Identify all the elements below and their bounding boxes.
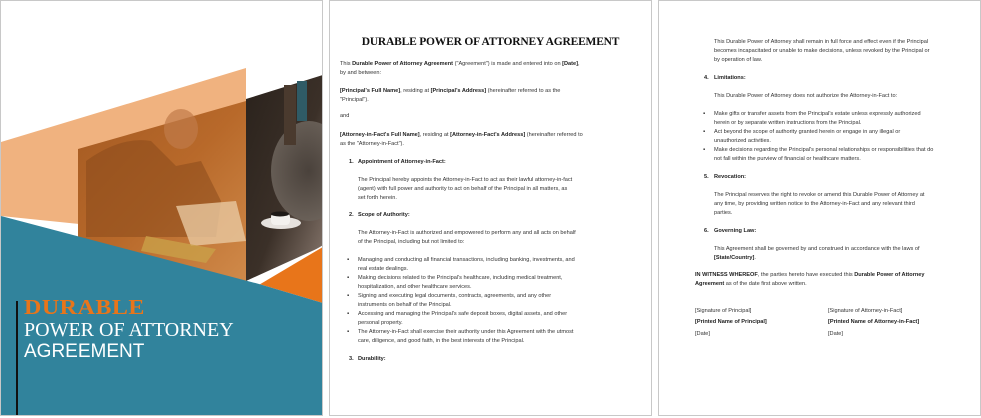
section-6-number: 6. <box>704 228 709 234</box>
bullet-item: ▪ Make decisions regarding the Principal's personal relationships or responsibilities that do not fall within the purview of financial or healthcare matters. <box>714 146 976 164</box>
section-5-body: The Principal reserves the right to revoke or amend this Durable Power of Attorney at any time, by providing written notice to the Attorney-in-Fact and any relevant third parties. <box>714 192 925 216</box>
document-page-2 <box>329 0 652 416</box>
section-2-body: The Attorney-in-Fact is authorized and empowered to perform any and all acts on behalf of the Principal, including but not limited to: <box>358 230 576 245</box>
attorney-paragraph: [Attorney-in-Fact's Full Name], residing at [Attorney-in-Fact's Address] (hereinafter referred to as the "Attorney-in-Fact"). <box>340 132 583 147</box>
section-4-number: 4. <box>704 75 709 81</box>
section-4-title: Limitations: <box>714 75 746 81</box>
bullet-item: ▪ The Attorney-in-Fact shall exercise their authority under this Agreement with the utmost care, diligence, and good faith, in the best interests of the Principal. <box>358 328 640 346</box>
section-1-title: Appointment of Attorney-in-Fact: <box>358 159 446 165</box>
section-5-title: Revocation: <box>714 174 747 180</box>
document-title: DURABLE POWER OF ATTORNEY AGREEMENT <box>361 36 620 48</box>
cover-title-power-of-attorney: POWER OF ATTORNEY <box>24 319 234 341</box>
durability-body: This Durable Power of Attorney shall remain in full force and effect even if the Principal becomes incapacitated or unable to make decisions, unless revoked by the Principal or by operation of law. <box>714 39 930 63</box>
title-accent-bar <box>16 301 18 416</box>
cover-title <box>24 297 234 361</box>
signature-attorney: [Signature of Attorney-in-Fact] <box>828 308 903 314</box>
bullet-item: ▪ Making decisions related to the Principal's healthcare, including medical treatment, hospitalization, and other healthcare services. <box>358 274 640 292</box>
cover-title-durable: DURABLE <box>24 296 145 320</box>
bullet-item: ▪ Make gifts or transfer assets from the Principal's estate unless expressly authorized herein or by separate written instructions from the Principal. <box>714 110 976 128</box>
section-2-title: Scope of Authority: <box>358 212 410 218</box>
section-2-number: 2. <box>349 212 354 218</box>
cover-page <box>0 0 323 416</box>
bullet-item: ▪ Signing and executing legal documents, contracts, agreements, and any other instruments on behalf of the Principal. <box>358 292 640 310</box>
bullet-item: ▪ Act beyond the scope of authority granted herein or engage in any illegal or unauthorized activities. <box>714 128 976 146</box>
section-1-body: The Principal hereby appoints the Attorney-in-Fact to act as their lawful attorney-in-fact (agent) with full power and authority to act on behalf of the Principal in all matters, as set forth herein. <box>358 177 573 201</box>
section-4-body: This Durable Power of Attorney does not authorize the Attorney-in-Fact to: <box>714 93 898 99</box>
cover-title-agreement: AGREEMENT <box>24 341 145 362</box>
signature-principal: [Signature of Principal] <box>695 308 752 314</box>
and-text: and <box>340 113 350 119</box>
printed-name-attorney: [Printed Name of Attorney-in-Fact] <box>828 319 920 325</box>
section-3-title: Durability: <box>358 356 386 362</box>
section-5-number: 5. <box>704 174 709 180</box>
section-3-number: 3. <box>349 356 354 362</box>
section-1-number: 1. <box>349 159 354 165</box>
printed-name-principal: [Printed Name of Principal] <box>695 319 767 325</box>
bullet-item: ▪ Accessing and managing the Principal's safe deposit boxes, digital assets, and other personal property. <box>358 310 640 328</box>
intro-paragraph: This Durable Power of Attorney Agreement ("Agreement") is made and entered into on [Date], by and between: <box>340 61 580 76</box>
document-page-3 <box>658 0 981 416</box>
bullet-item: ▪ Managing and conducting all financial transactions, including banking, investments, and real estate dealings. <box>358 256 640 274</box>
section-6-title: Governing Law: <box>714 228 757 234</box>
principal-paragraph: [Principal's Full Name], residing at [Principal's Address] (hereinafter referred to as the "Principal"). <box>340 88 561 103</box>
witness-paragraph: IN WITNESS WHEREOF, the parties hereto have executed this Durable Power of Attorney Agreement as of the date first above written. <box>695 272 925 287</box>
date-principal: [Date] <box>695 331 710 337</box>
date-attorney: [Date] <box>828 331 843 337</box>
section-6-body: This Agreement shall be governed by and construed in accordance with the laws of [State/Country]. <box>714 246 920 261</box>
